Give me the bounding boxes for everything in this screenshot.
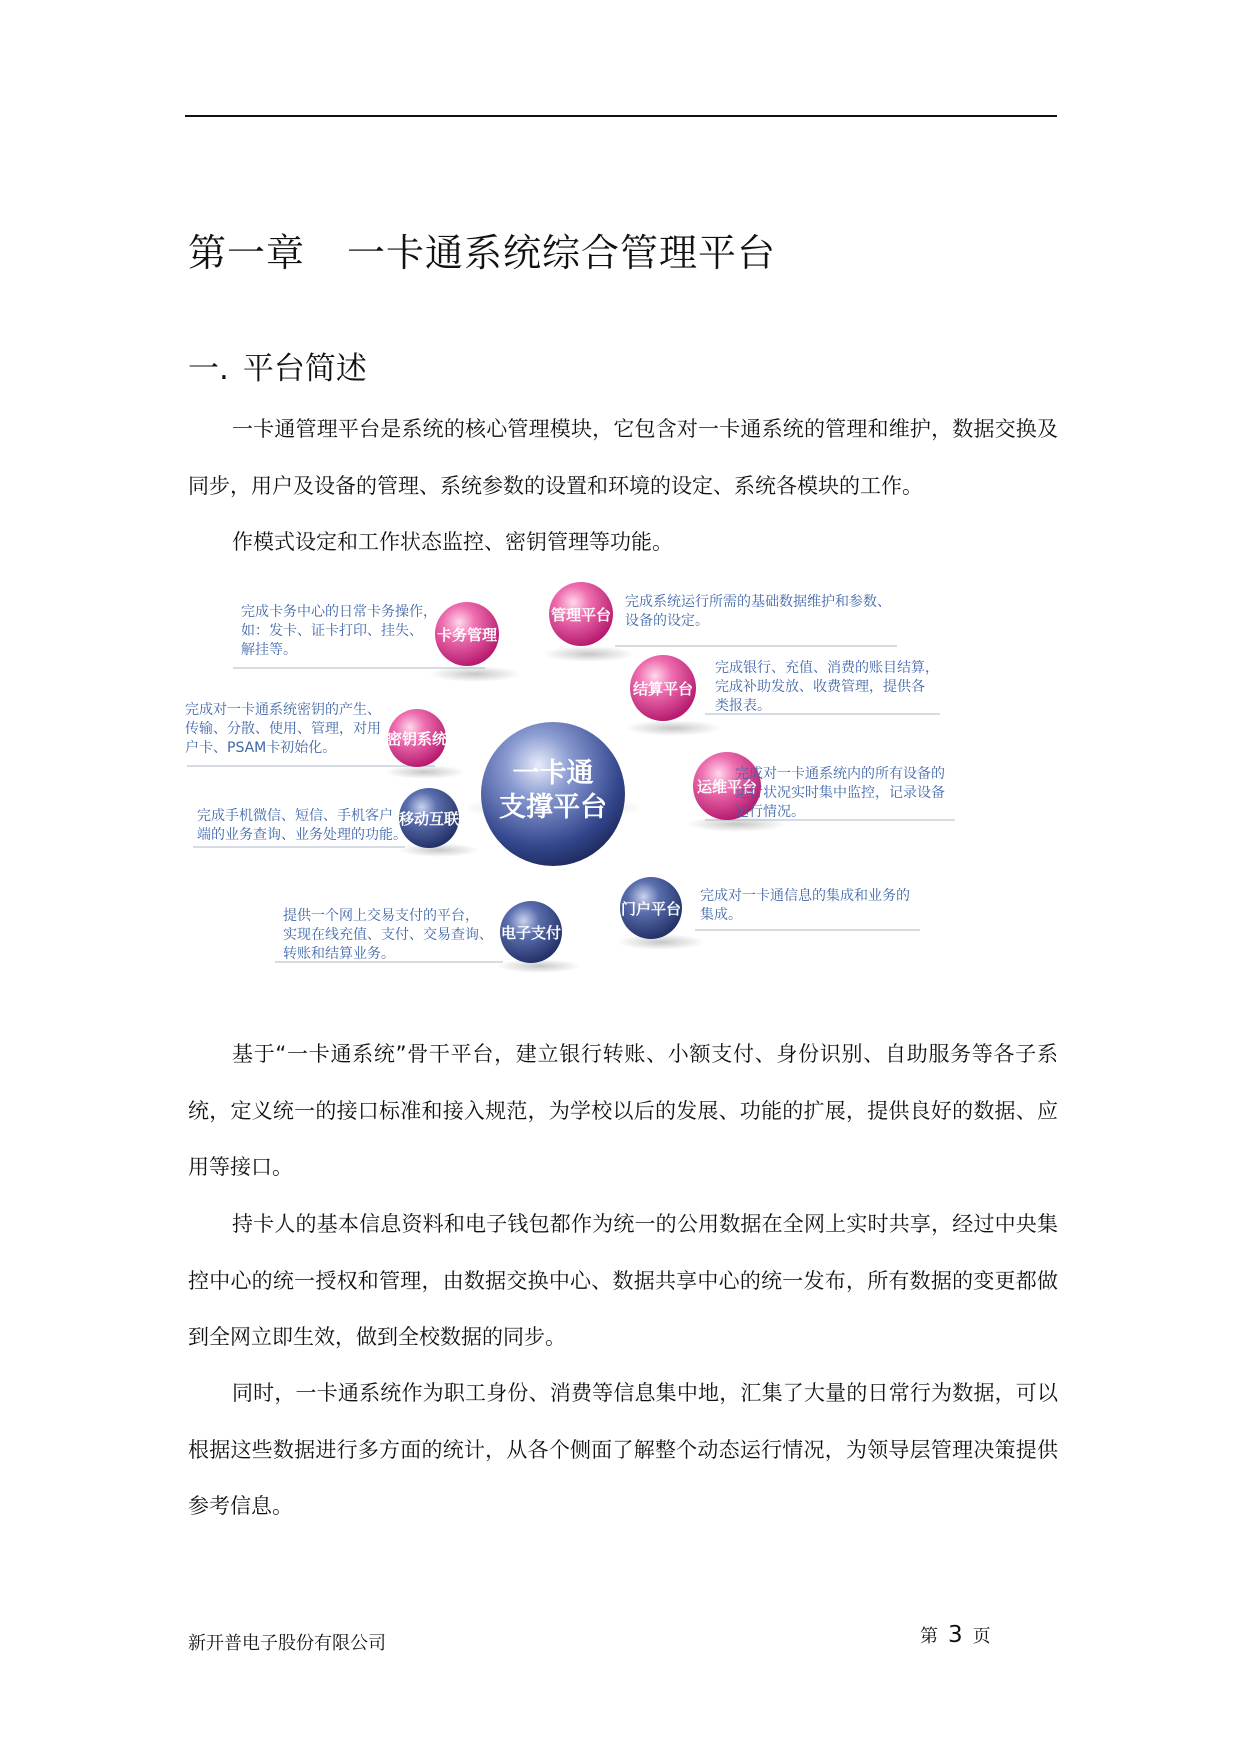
node-card xyxy=(435,602,499,666)
desc-pay-line3: 转账和结算业务。 xyxy=(283,946,395,962)
label-key: 密钥系统 xyxy=(386,730,448,748)
label-mobile: 移动互联 xyxy=(398,810,460,828)
desc-key-line3: 户卡、PSAM卡初始化。 xyxy=(185,740,337,756)
desc-settle-line1: 完成银行、充值、消费的账目结算， xyxy=(715,660,939,676)
desc-settle-line3: 类报表。 xyxy=(715,698,771,714)
footer-company: 新开普电子股份有限公司 xyxy=(188,1633,386,1654)
desc-pay-line2: 实现在线充值、支付、交易查询、 xyxy=(283,927,493,943)
desc-key xyxy=(185,701,381,756)
page-number: 3 xyxy=(948,1622,963,1648)
paragraph-shared-data: 持卡人的基本信息资料和电子钱包都作为统一的公用数据在全网上实时共享，经过中央集控中心的统一授权和管理，由数据交换中心、数据共享中心的统一发布，所有数据的变更都做到全网立即生效，做到全校数据的同步。 xyxy=(188,1212,1058,1349)
section-number: 一. xyxy=(188,351,229,387)
desc-settle-line2: 完成补助发放、收费管理，提供各 xyxy=(715,679,925,695)
shadow-card xyxy=(429,666,521,682)
page-prefix: 第 xyxy=(920,1626,938,1647)
desc-portal-line1: 完成对一卡通信息的集成和业务的 xyxy=(700,888,910,904)
label-pay: 电子支付 xyxy=(500,924,562,942)
desc-ops-line3: 运行情况。 xyxy=(735,804,805,820)
desc-portal xyxy=(700,887,910,923)
desc-settle xyxy=(715,659,939,714)
center-label-line1: 一卡通 xyxy=(512,758,594,789)
desc-key-line2: 传输、分散、使用、管理，对用 xyxy=(185,721,381,737)
paragraph-intro: 一卡通管理平台是系统的核心管理模块，它包含对一卡通系统的管理和维护，数据交换及同步，用户及设备的管理、系统参数的设置和环境的设定、系统各模块的工作。 xyxy=(188,417,1058,498)
node-mgmt xyxy=(549,582,613,646)
desc-portal-line2: 集成。 xyxy=(700,907,742,923)
shadow-settle xyxy=(625,720,721,736)
chapter-title-text: 一卡通系统综合管理平台 xyxy=(347,231,777,275)
footer-page-number xyxy=(920,1622,991,1648)
center-bubble xyxy=(481,722,625,866)
desc-card-line3: 解挂等。 xyxy=(241,642,297,658)
desc-mobile-line2: 端的业务查询、业务处理的功能。 xyxy=(197,827,407,843)
header-rule xyxy=(185,115,1057,117)
desc-mgmt xyxy=(625,593,891,629)
desc-pay xyxy=(283,907,493,962)
label-mgmt: 管理平台 xyxy=(550,606,612,624)
shadow-key xyxy=(385,765,465,779)
node-settle xyxy=(630,655,696,721)
node-key xyxy=(387,709,447,767)
label-portal: 门户平台 xyxy=(620,900,682,918)
paragraph-functions: 作模式设定和工作状态监控、密钥管理等功能。 xyxy=(232,530,673,554)
page-suffix: 页 xyxy=(972,1626,991,1647)
label-settle: 结算平台 xyxy=(632,680,694,698)
shadow-mgmt xyxy=(543,646,635,662)
desc-mobile xyxy=(197,807,407,843)
desc-key-line1: 完成对一卡通系统密钥的产生、 xyxy=(185,702,381,718)
center-label-line2: 支撑平台 xyxy=(499,792,607,823)
section-title xyxy=(188,343,367,388)
desc-mobile-line1: 完成手机微信、短信、手机客户 xyxy=(197,808,393,824)
label-card: 卡务管理 xyxy=(436,626,498,644)
chapter-number: 第一章 xyxy=(188,231,306,275)
paragraph-backbone: 基于“一卡通系统”骨干平台，建立银行转账、小额支付、身份识别、自助服务等各子系统，定义统一的接口标准和接入规范，为学校以后的发展、功能的扩展，提供良好的数据、应用等接口。 xyxy=(188,1042,1058,1179)
node-portal xyxy=(620,877,682,939)
desc-card-line2: 如：发卡、证卡打印、挂失、 xyxy=(241,623,423,639)
desc-card xyxy=(241,603,437,658)
desc-pay-line1: 提供一个网上交易支付的平台， xyxy=(283,908,479,924)
desc-ops-line1: 完成对一卡通系统内的所有设备的 xyxy=(735,766,945,782)
chapter-title xyxy=(188,222,776,277)
platform-diagram xyxy=(185,582,1065,1012)
desc-mgmt-line1: 完成系统运行所需的基础数据维护和参数、 xyxy=(625,594,891,610)
label-ops: 运维平台 xyxy=(696,778,758,796)
node-mobile xyxy=(398,788,459,848)
section-title-text: 平台简述 xyxy=(242,351,367,387)
desc-ops-line2: 运行状况实时集中监控，记录设备 xyxy=(735,785,945,801)
desc-mgmt-line2: 设备的设定。 xyxy=(625,613,709,629)
desc-ops xyxy=(735,765,945,820)
node-pay xyxy=(500,901,562,963)
desc-card-line1: 完成卡务中心的日常卡务操作， xyxy=(241,604,437,620)
paragraph-statistics: 同时，一卡通系统作为职工身份、消费等信息集中地，汇集了大量的日常行为数据，可以根据这些数据进行多方面的统计，从各个侧面了解整个动态运行情况，为领导层管理决策提供参考信息。 xyxy=(188,1381,1058,1518)
